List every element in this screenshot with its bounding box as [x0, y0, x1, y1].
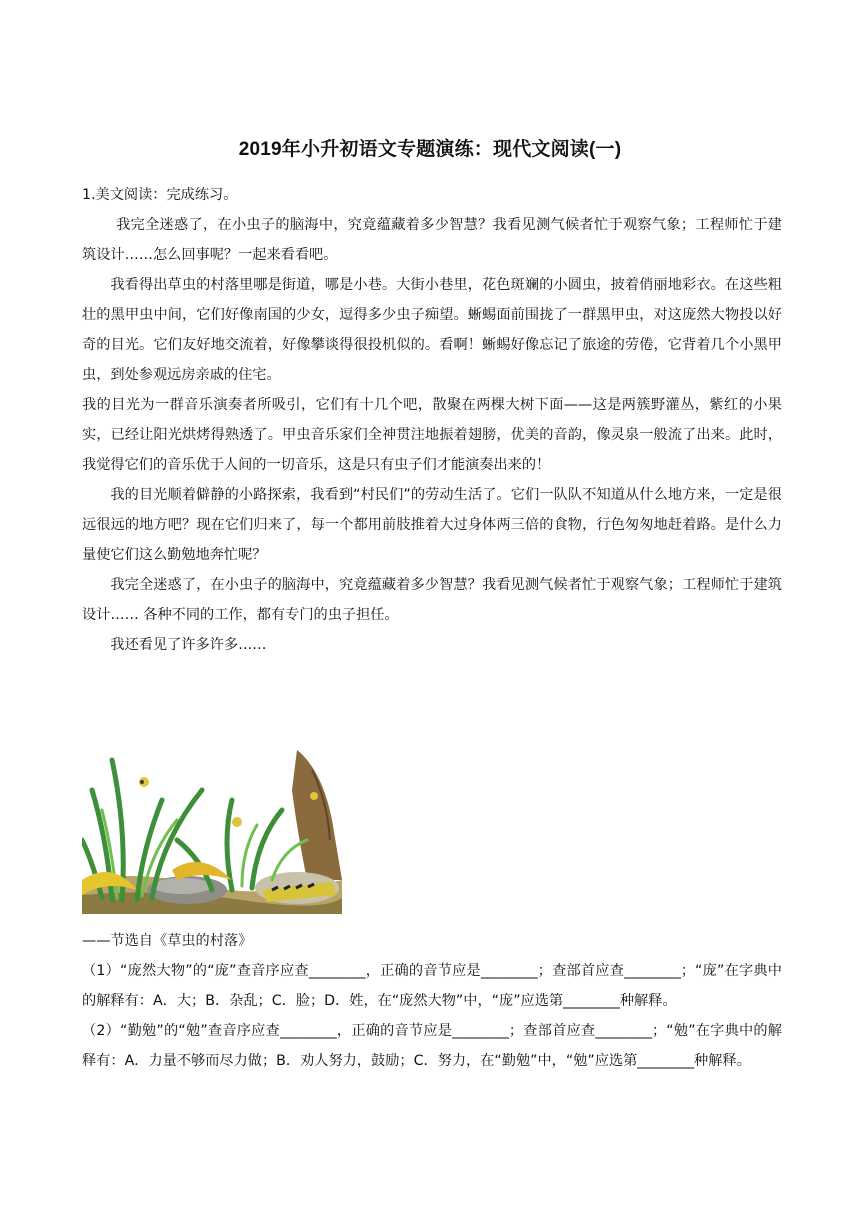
- sub-question-1: （1）“庞然大物”的“庞”查音序应查________，正确的音节应是________；查部首应查________；“庞”在字典中的解释有：A．大；B．杂乱；C．脸；D．姓，在“庞然大物”中，“庞”应选第________种解释。: [82, 963, 782, 1009]
- source-citation: ——节选自《草虫的村落》: [82, 933, 253, 949]
- question-header: 1.美文阅读：完成练习。: [82, 187, 238, 203]
- paragraph-4: 我的目光顺着僻静的小路探索，我看到“村民们”的劳动生活了。它们一队队不知道从什么地方来，一定是很远很远的地方吧？现在它们归来了，每一个都用前肢推着大过身体两三倍的食物，行色匆匆地赶着路。是什么力量使它们这么勤勉地奔忙呢？: [82, 487, 782, 563]
- document-title: 2019年小升初语文专题演练：现代文阅读(一): [238, 139, 622, 160]
- paragraph-2: 我看得出草虫的村落里哪是街道，哪是小巷。大街小巷里，花色斑斓的小圆虫，披着俏丽地彩衣。在这些粗壮的黑甲虫中间，它们好像南国的少女，逗得多少虫子痴望。蜥蜴面前围拢了一群黑甲虫，对这庞然大物投以好奇的目光。它们友好地交流着，好像攀谈得很投机似的。看啊！蜥蜴好像忘记了旅途的劳倦，它背着几个小黑甲虫，到处参观远房亲戚的住宅。: [82, 277, 782, 383]
- paragraph-1: 我完全迷惑了，在小虫子的脑海中，究竟蕴藏着多少智慧？我看见测气候者忙于观察气象；工程师忙于建筑设计……怎么回事呢？一起来看看吧。: [82, 217, 782, 263]
- sub-question-2: （2）“勤勉”的“勉”查音序应查________，正确的音节应是________；查部首应查________；“勉”在字典中的解释有：A．力量不够而尽力做；B．劝人努力，鼓励；C．努力，在“勤勉”中，“勉”应选第________种解释。: [82, 1023, 782, 1069]
- paragraph-5: 我完全迷惑了，在小虫子的脑海中，究竟蕴藏着多少智慧？我看见测气候者忙于观察气象；工程师忙于建筑设计…… 各种不同的工作，都有专门的虫子担任。: [82, 577, 782, 623]
- questions-section: [82, 926, 782, 1076]
- grass-insect-illustration: [82, 730, 342, 914]
- illustration-image: [82, 730, 342, 914]
- question-text: [82, 180, 782, 660]
- paragraph-6: 我还看见了许多许多……: [110, 637, 267, 653]
- paragraph-3: 我的目光为一群音乐演奏者所吸引，它们有十几个吧，散聚在两棵大树下面——这是两簇野灌丛，紫红的小果实，已经让阳光烘烤得熟透了。甲虫音乐家们全神贯注地振着翅膀，优美的音韵，像灵泉一般流了出来。此时，我觉得它们的音乐优于人间的一切音乐，这是只有虫子们才能演奏出来的！: [82, 397, 782, 473]
